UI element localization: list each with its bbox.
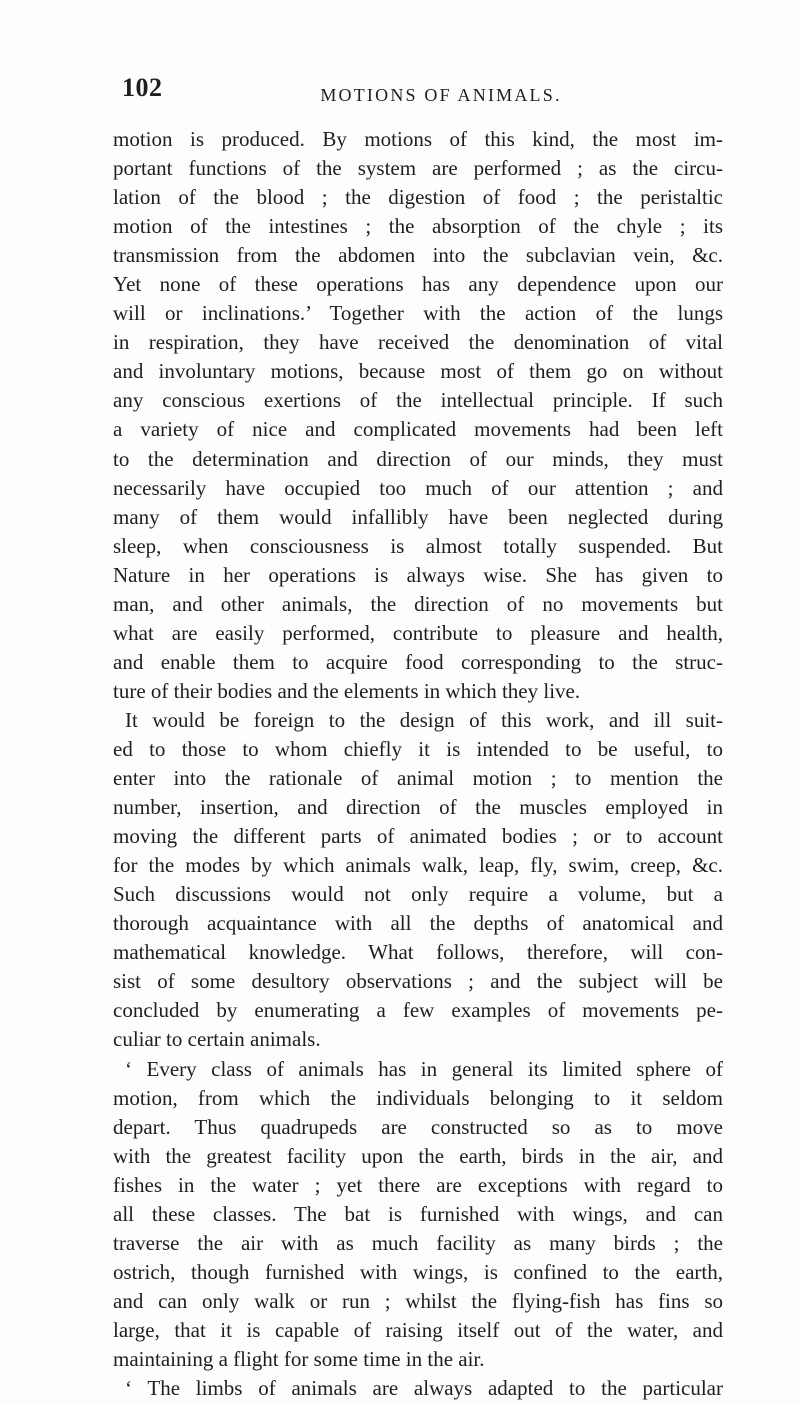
text-line: ‘ Every class of animals has in general its limited sphere of: [125, 1056, 723, 1081]
text-line: Such discussions would not only require a volume, but a: [113, 882, 723, 907]
text-line: ture of their bodies and the elements in which they live.: [113, 678, 581, 703]
text-line: concluded by enumerating a few examples of movements pe-: [113, 998, 723, 1023]
text-line: sleep, when consciousness is almost totally suspended. But: [113, 533, 723, 558]
text-line: fishes in the water ; yet there are exceptions with regard to: [113, 1172, 723, 1197]
text-line: any conscious exertions of the intellectual principle. If such: [113, 388, 723, 413]
text-line: ed to those to whom chiefly it is intended to be useful, to: [113, 736, 723, 761]
text-line: moving the different parts of animated bodies ; or to account: [113, 824, 723, 849]
text-line: lation of the blood ; the digestion of food ; the peristaltic: [113, 185, 723, 210]
text-line: a variety of nice and complicated movements had been left: [113, 417, 723, 442]
text-line: and enable them to acquire food corresponding to the struc-: [113, 649, 723, 674]
text-line: mathematical knowledge. What follows, therefore, will con-: [113, 940, 723, 965]
text-line: for the modes by which animals walk, leap, fly, swim, creep, &c.: [113, 853, 723, 878]
page-number: 102: [122, 73, 163, 102]
text-line: ostrich, though furnished with wings, is confined to the earth,: [113, 1259, 723, 1284]
text-line: portant functions of the system are performed ; as the circu-: [113, 156, 723, 181]
body-text: [113, 125, 723, 1403]
text-line: Nature in her operations is always wise. She has given to: [113, 562, 723, 587]
text-line: ‘ The limbs of animals are always adapted to the particular: [125, 1376, 723, 1401]
text-line: and can only walk or run ; whilst the flying-fish has fins so: [113, 1288, 723, 1313]
text-line: all these classes. The bat is furnished with wings, and can: [113, 1201, 723, 1226]
page-header: [122, 73, 720, 113]
text-line: with the greatest facility upon the earth, birds in the air, and: [113, 1143, 723, 1168]
text-line: number, insertion, and direction of the muscles employed in: [113, 795, 723, 820]
text-line: It would be foreign to the design of this work, and ill suit-: [125, 707, 723, 732]
text-line: sist of some desultory observations ; and the subject will be: [113, 969, 723, 994]
text-line: depart. Thus quadrupeds are constructed so as to move: [113, 1114, 723, 1139]
text-line: man, and other animals, the direction of no movements but: [113, 591, 723, 616]
text-line: large, that it is capable of raising itself out of the water, and: [113, 1317, 723, 1342]
text-line: to the determination and direction of our minds, they must: [113, 446, 723, 471]
text-line: Yet none of these operations has any dependence upon our: [113, 272, 723, 297]
text-line: motion is produced. By motions of this kind, the most im-: [113, 127, 723, 151]
text-line: maintaining a flight for some time in the air.: [113, 1346, 485, 1371]
text-line: motion of the intestines ; the absorption of the chyle ; its: [113, 214, 723, 239]
text-line: what are easily performed, contribute to pleasure and health,: [113, 620, 723, 645]
text-line: thorough acquaintance with all the depths of anatomical and: [113, 911, 723, 936]
text-line: many of them would infallibly have been neglected during: [113, 504, 723, 529]
text-line: in respiration, they have received the denomination of vital: [113, 330, 723, 355]
text-line: enter into the rationale of animal motion ; to mention the: [113, 766, 723, 791]
running-head: MOTIONS OF ANIMALS.: [320, 85, 562, 105]
text-line: motion, from which the individuals belonging to it seldom: [113, 1085, 723, 1110]
text-line: will or inclinations.’ Together with the action of the lungs: [113, 301, 723, 326]
text-line: transmission from the abdomen into the subclavian vein, &c.: [113, 243, 723, 268]
text-line: traverse the air with as much facility as many birds ; the: [113, 1230, 723, 1255]
text-line: necessarily have occupied too much of our attention ; and: [113, 475, 723, 500]
text-line: and involuntary motions, because most of them go on without: [113, 359, 723, 384]
text-line: culiar to certain animals.: [113, 1027, 321, 1052]
